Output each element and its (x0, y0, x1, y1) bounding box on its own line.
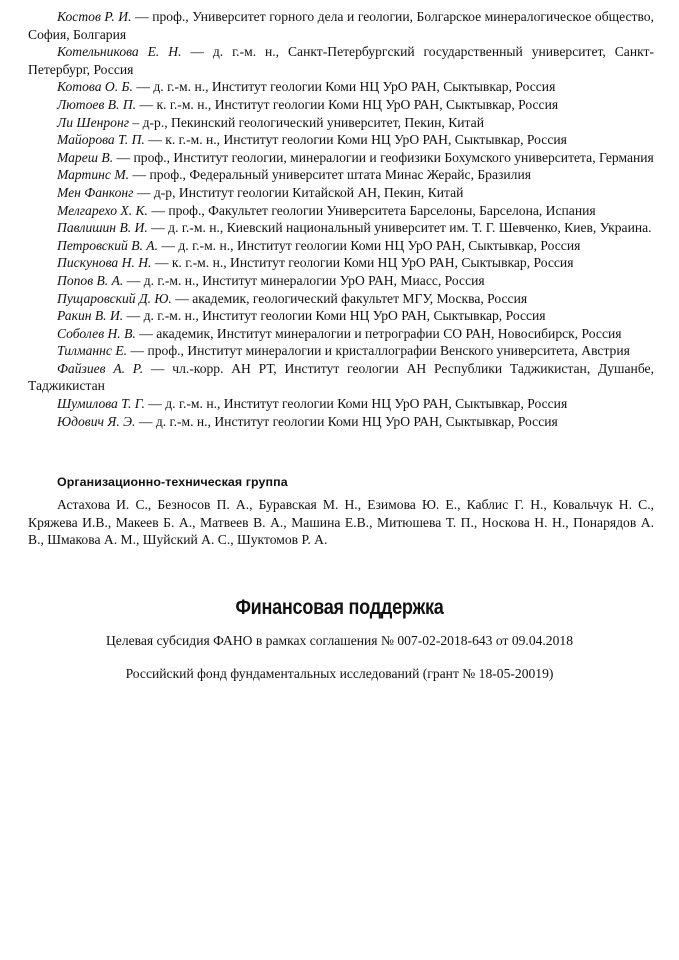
member-name: Файзиев А. Р. (57, 360, 144, 376)
committee-entry (28, 78, 654, 96)
member-name: Павлишин В. И. (57, 220, 148, 236)
member-name: Мелгарехо Х. К. (57, 202, 148, 218)
member-affiliation: — чл.-корр. АН РТ, Институт геологии АН Республики Таджикистан, Душанбе, Таджикистан (28, 360, 654, 394)
member-affiliation: — д. г.-м. н., Санкт-Петербургский государственный университет, Санкт-Петербург, Россия (28, 44, 654, 77)
org-group-members: Астахова И. С., Безносов П. А., Буравская М. Н., Езимова Ю. Е., Каблис Г. Н., Ковальчук Н. С., Кряжева И.В., Макеев Б. А., Матвеев В. А., Машина Е.В., Митюшева Т. П., Носкова Н. Н., Понарядов А. В., Шмакова А. М., Шуйский А. С., Шуктомов Р. А. (28, 497, 654, 548)
member-affiliation: — проф., Федеральный университет штата Минас Жерайс, Бразилия (129, 167, 531, 183)
member-affiliation: — д. г.-м. н., Институт геологии Коми НЦ УрО РАН, Сыктывкар, Россия (123, 308, 546, 324)
member-name: Попов В. А. (57, 272, 124, 288)
committee-entry (28, 8, 654, 43)
committee-entry (28, 307, 654, 325)
member-name: Костов Р. И. (57, 9, 132, 24)
member-name: Пискунова Н. Н. (57, 255, 152, 271)
member-affiliation: — д-р, Институт геологии Китайской АН, Пекин, Китай (133, 184, 464, 200)
member-affiliation: — академик, Институт минералогии и петрографии СО РАН, Новосибирск, Россия (135, 325, 622, 341)
committee-entry (28, 184, 654, 202)
committee-entry (28, 360, 654, 395)
committee-entry (28, 149, 654, 167)
member-affiliation: — проф., Университет горного дела и геологии, Болгарское минералогическое общество, София, Болгария (28, 9, 654, 42)
committee-entry (28, 96, 654, 114)
funding-line-fano: Целевая субсидия ФАНО в рамках соглашения № 007-02-2018-643 от 09.04.2018 (105, 633, 573, 648)
member-affiliation: — к. г.-м. н., Институт геологии Коми НЦ УрО РАН, Сыктывкар, Россия (144, 132, 567, 148)
org-group-heading: Организационно-техническая группа (57, 475, 288, 489)
committee-entry (28, 43, 654, 78)
committee-entry (28, 166, 654, 184)
committee-entry (28, 237, 654, 255)
member-name: Ли Шенронг (57, 114, 129, 130)
member-affiliation: – д-р., Пекинский геологический университет, Пекин, Китай (129, 114, 484, 130)
member-affiliation: — д. г.-м. н., Институт геологии Коми НЦ УрО РАН, Сыктывкар, Россия (144, 396, 568, 412)
committee-entry (28, 131, 654, 149)
committee-entry (28, 395, 654, 413)
member-name: Мареш В. (57, 149, 114, 165)
committee-entry (28, 325, 654, 343)
member-affiliation: — проф., Институт минералогии и кристаллографии Венского университета, Австрия (127, 343, 630, 359)
committee-entry (28, 254, 654, 272)
member-name: Ракин В. И. (57, 308, 124, 324)
member-affiliation: — академик, геологический факультет МГУ, Москва, Россия (171, 290, 528, 306)
member-name: Тилманнс Е. (57, 343, 128, 359)
committee-entry (28, 290, 654, 308)
member-affiliation: — проф., Институт геологии, минералогии и геофизики Бохумского университета, Германия (113, 149, 654, 165)
committee-entry (28, 413, 654, 431)
member-affiliation: — к. г.-м. н., Институт геологии Коми НЦ УрО РАН, Сыктывкар, Россия (136, 96, 559, 112)
committee-list (28, 8, 654, 430)
member-affiliation: — к. г.-м. н., Институт геологии Коми НЦ УрО РАН, Сыктывкар, Россия (151, 255, 574, 271)
member-affiliation: — д. г.-м. н., Институт геологии Коми НЦ УрО РАН, Сыктывкар, Россия (132, 79, 556, 95)
member-affiliation: — д. г.-м. н., Институт геологии Коми НЦ УрО РАН, Сыктывкар, Россия (158, 237, 581, 253)
member-name: Майорова Т. П. (57, 132, 145, 148)
member-name: Пущаровский Д. Ю. (57, 290, 172, 306)
member-name: Котова О. Б. (57, 79, 133, 95)
committee-entry (28, 342, 654, 360)
member-name: Мартинс М. (57, 167, 130, 183)
committee-entry (28, 114, 654, 132)
financial-support-heading: Финансовая поддержка (235, 596, 444, 619)
member-name: Юдович Я. Э. (57, 413, 136, 429)
member-affiliation: — д. г.-м. н., Институт геологии Коми НЦ УрО РАН, Сыктывкар, Россия (135, 413, 558, 429)
member-name: Соболев Н. В. (57, 325, 136, 341)
member-name: Лютоев В. П. (57, 96, 137, 112)
member-affiliation: — проф., Факультет геологии Университета Барселоны, Барселона, Испания (147, 202, 596, 218)
committee-entry (28, 202, 654, 220)
committee-entry (28, 219, 654, 237)
funding-line-rfbr: Российский фонд фундаментальных исследований (грант № 18-05-20019) (125, 666, 554, 681)
member-name: Шумилова Т. Г. (57, 396, 145, 412)
member-name: Котельникова Е. Н. (57, 44, 182, 60)
member-name: Петровский В. А. (57, 237, 158, 253)
member-name: Мен Фанконг (57, 184, 134, 200)
member-affiliation: — д. г.-м. н., Киевский национальный университет им. Т. Г. Шевченко, Киев, Украина. (147, 220, 652, 236)
committee-entry (28, 272, 654, 290)
member-affiliation: — д. г.-м. н., Институт минералогии УрО РАН, Миасс, Россия (123, 272, 485, 288)
